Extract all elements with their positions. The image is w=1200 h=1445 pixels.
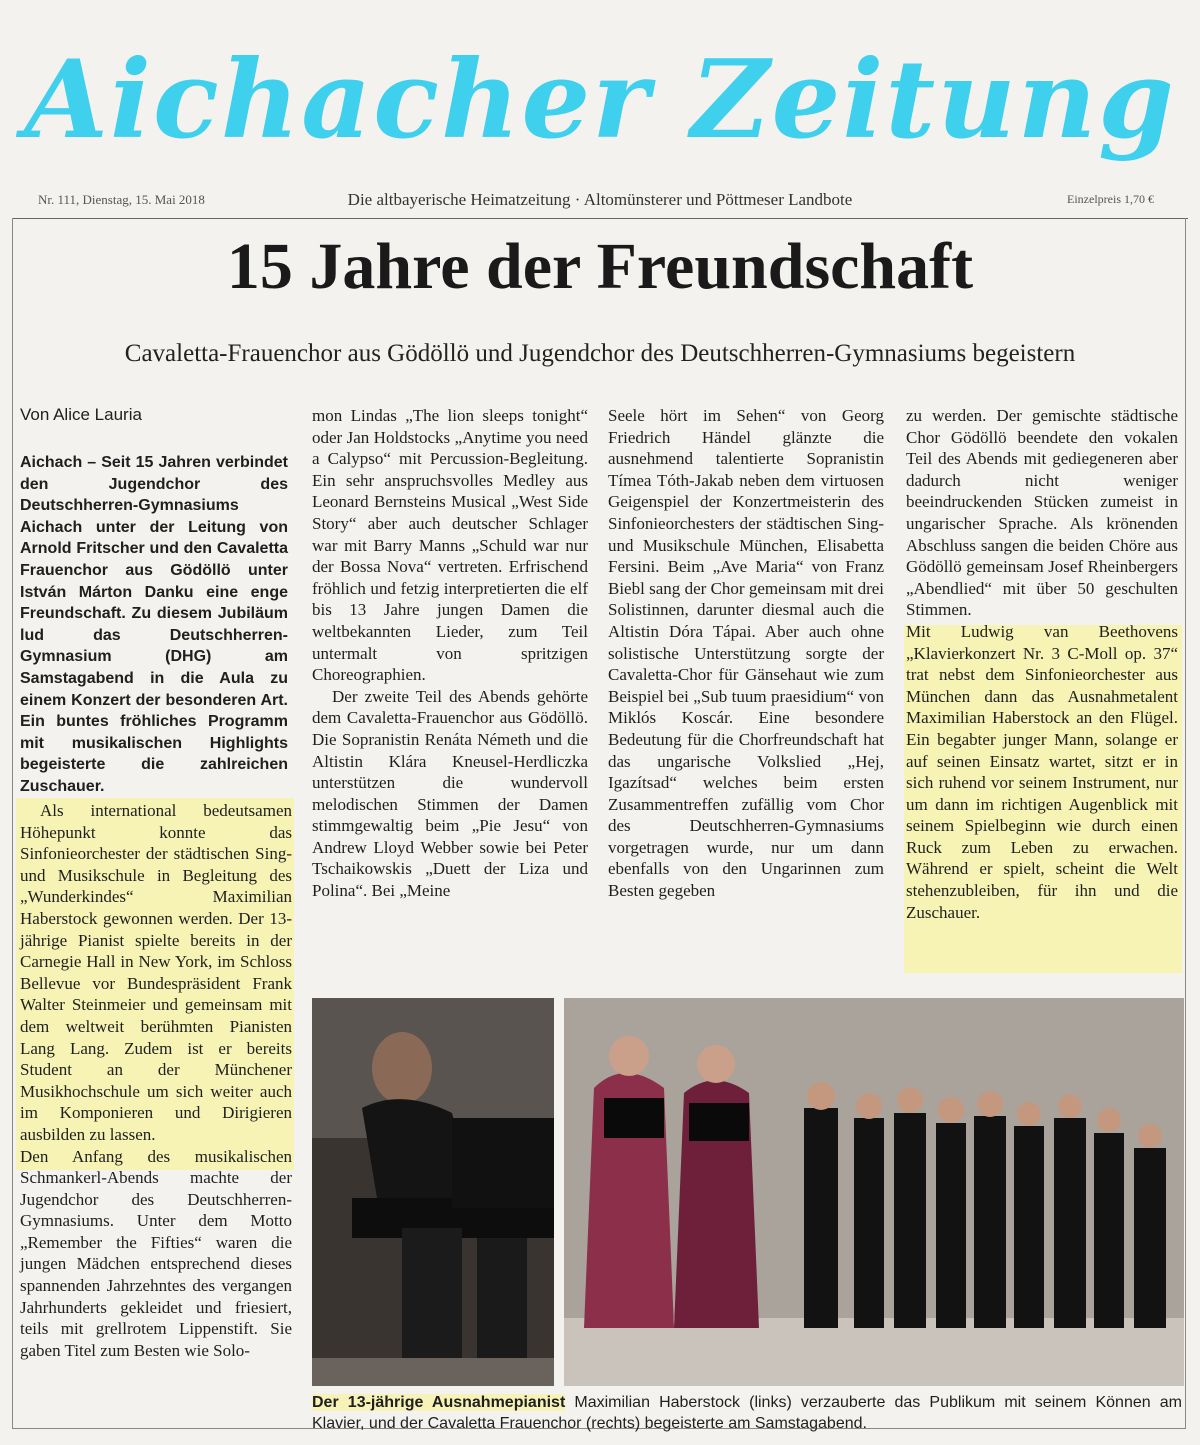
caption-lead: Der 13-jährige Ausnahmepianist [312,1394,566,1411]
column-3-paragraph-1: Seele hört im Sehen“ von Georg Friedrich Händel glänzte die ausnehmend talentierte Sopranistin Tímea Tóth-Jakab neben dem virtuosen Geigenspiel der Konzertmeisterin des Sinfonieorchesters der städtischen Sing- und Musikschule München, Elisabetta Fersini. Beim „Ave Maria“ von Franz Biebl sang der Chor gemeinsam mit drei Solistinnen, darunter diesmal auch die Altistin Dóra Tápai. Aber auch ohne solistische Unterstützung sorgte der Cavaletta-Chor für Gänsehaut wie zum Beispiel bei „Sub tuum praesidium“ von Miklós Koscár. Eine besondere Bedeutung für die Chorfreundschaft hat das ungarische Volkslied „Hej, Igazítsad“ welches beim ersten Zusammentreffen zufällig vom Chor des Deutschherren-Gymnasiums vorgetragen wurde, nur um dann ebenfalls von den Ungarinnen zum Besten gegeben [608,406,884,901]
column-2-paragraph-1: mon Lindas „The lion sleeps tonight“ oder Jan Holdstocks „Anytime you need a Calypso“ mit Percussion-Begleitung. Ein sehr anspruchsvolles Medley aus Leonard Bernsteins Musical „West Side Story“ aber auch deutscher Schlager war mit Barry Manns „Schuld war nur der Bossa Nova“ vertreten. Erfrischend fröhlich und fetzig interpretierten die elf bis 13 Jahre jungen Damen die weltbekannten Lieder, zum Teil untermalt von spritzigen Choreographien. [312,406,588,685]
column-1-tail: Den Anfang des musikalischen Schmankerl-Abends machte der Jugendchor des Deutschherren-Gymnasiums. Unter dem Motto „Remember the Fifties“ waren die jungen Mädchen entsprechend dieses spannenden Jahrzehntes des vergangen Jahrhunderts gekleidet und friesiert, teils mit grellrotem Lippenstift. Sie gaben Titel zum Besten wie Solo- [20,1146,292,1360]
newspaper-masthead: Aichacher Zeitung [24,37,1176,163]
column-1-highlighted: Als international bedeutsamen Höhepunkt konnte das Sinfonieorchester der städtischen Sing- und Musikschule in Begleitung des „Wunderkindes“ Maximilian Haberstock gewonnen werden. Der 13-jährige Pianist spielte bereits in der Carnegie Hall in New York, im Schloss Bellevue vor Bundespräsident Frank Walter Steinmeier und gemeinsam mit dem weltweit berühmten Pianisten Lang Lang. Zudem ist er bereits Student an der Münchener Musikhochschule um sich weiter auch im Komponieren und Dirigieren ausbilden zu lassen. [20,801,292,1144]
column-1 [20,800,292,1361]
article-headline: 15 Jahre der Freundschaft [226,230,974,303]
tagline: Die altbayerische Heimatzeitung · Altomünsterer und Pöttmeser Landbote [347,190,853,209]
column-2 [312,405,588,902]
right-rule [1185,218,1186,1428]
pianist-photo [312,998,554,1386]
column-3 [608,405,884,902]
issue-info: Nr. 111, Dienstag, 15. Mai 2018 [38,192,205,207]
column-2-paragraph-2: Der zweite Teil des Abends gehörte dem Cavaletta-Frauenchor aus Gödöllö. Die Sopranistin Renáta Németh und die Altistin Klára Kneusel-Herdliczka unterstützen die wundervoll melodischen Stimmen der Damen stimmgewaltig beim „Pie Jesu“ von Andrew Lloyd Webber sowie bei Peter Tschaikowskis „Duett der Liza und Polina“. Bei „Meine [312,686,588,901]
choir-photo [564,998,1184,1386]
column-4-paragraph-1: zu werden. Der gemischte städtische Chor Gödöllö beendete den vokalen Teil des Abends mit gediegeneren aber dadurch nicht weniger beeindruckenden Stücken zumeist in ungarischer Sprache. Als krönenden Abschluss sangen die beiden Chöre aus Gödöllö gemeinsam Josef Rheinbergers „Abendlied“ mit über 50 geschulten Stimmen. [906,406,1178,620]
choir-illustration [564,998,1184,1386]
left-rule [12,218,13,1428]
photo-caption [312,1392,1182,1434]
pianist-illustration [312,998,554,1386]
column-4 [906,405,1178,923]
top-rule [12,218,1188,219]
caption-text: Maximilian Haberstock (links) verzauberte das Publikum mit seinem Können am Klavier, und der Cavaletta Frauenchor (rechts) begeisterte am Samstagabend. [312,1394,1182,1432]
byline: Von Alice Lauria [20,405,142,424]
column-4-highlighted: Mit Ludwig van Beethovens „Klavierkonzert Nr. 3 C-Moll op. 37“ trat nebst dem Sinfonieorchester aus München dann das Ausnahmetalent Maximilian Haberstock an den Flügel. Ein begabter junger Mann, solange er auf seinen Einsatz wartet, sitzt er in sich ruhend vor seinem Instrument, nur um dann im richtigen Augenblick mit seinem Spielbeginn wie durch einen Ruck zum Leben zu erwachen. Während er spielt, scheint die Welt stehenzubleiben, für ihn und die Zuschauer. [906,621,1178,922]
lead-paragraph: Aichach – Seit 15 Jahren verbindet den Jugendchor des Deutschherren-Gymnasiums Aichach unter der Leitung von Arnold Fritscher und den Cavaletta Frauenchor aus Gödöllö unter István Márton Danku eine enge Freundschaft. Zu diesem Jubiläum lud das Deutschherren-Gymnasium (DHG) am Samstagabend in die Aula zu einem Konzert der besonderen Art. Ein buntes fröhliches Programm mit musikalischen Highlights begeisterte die zahlreichen Zuschauer. [20,454,288,795]
article-subhead: Cavaletta-Frauenchor aus Gödöllö und Jugendchor des Deutschherren-Gymnasiums begeistern [124,340,1076,367]
price-info: Einzelpreis 1,70 € [1067,192,1154,206]
